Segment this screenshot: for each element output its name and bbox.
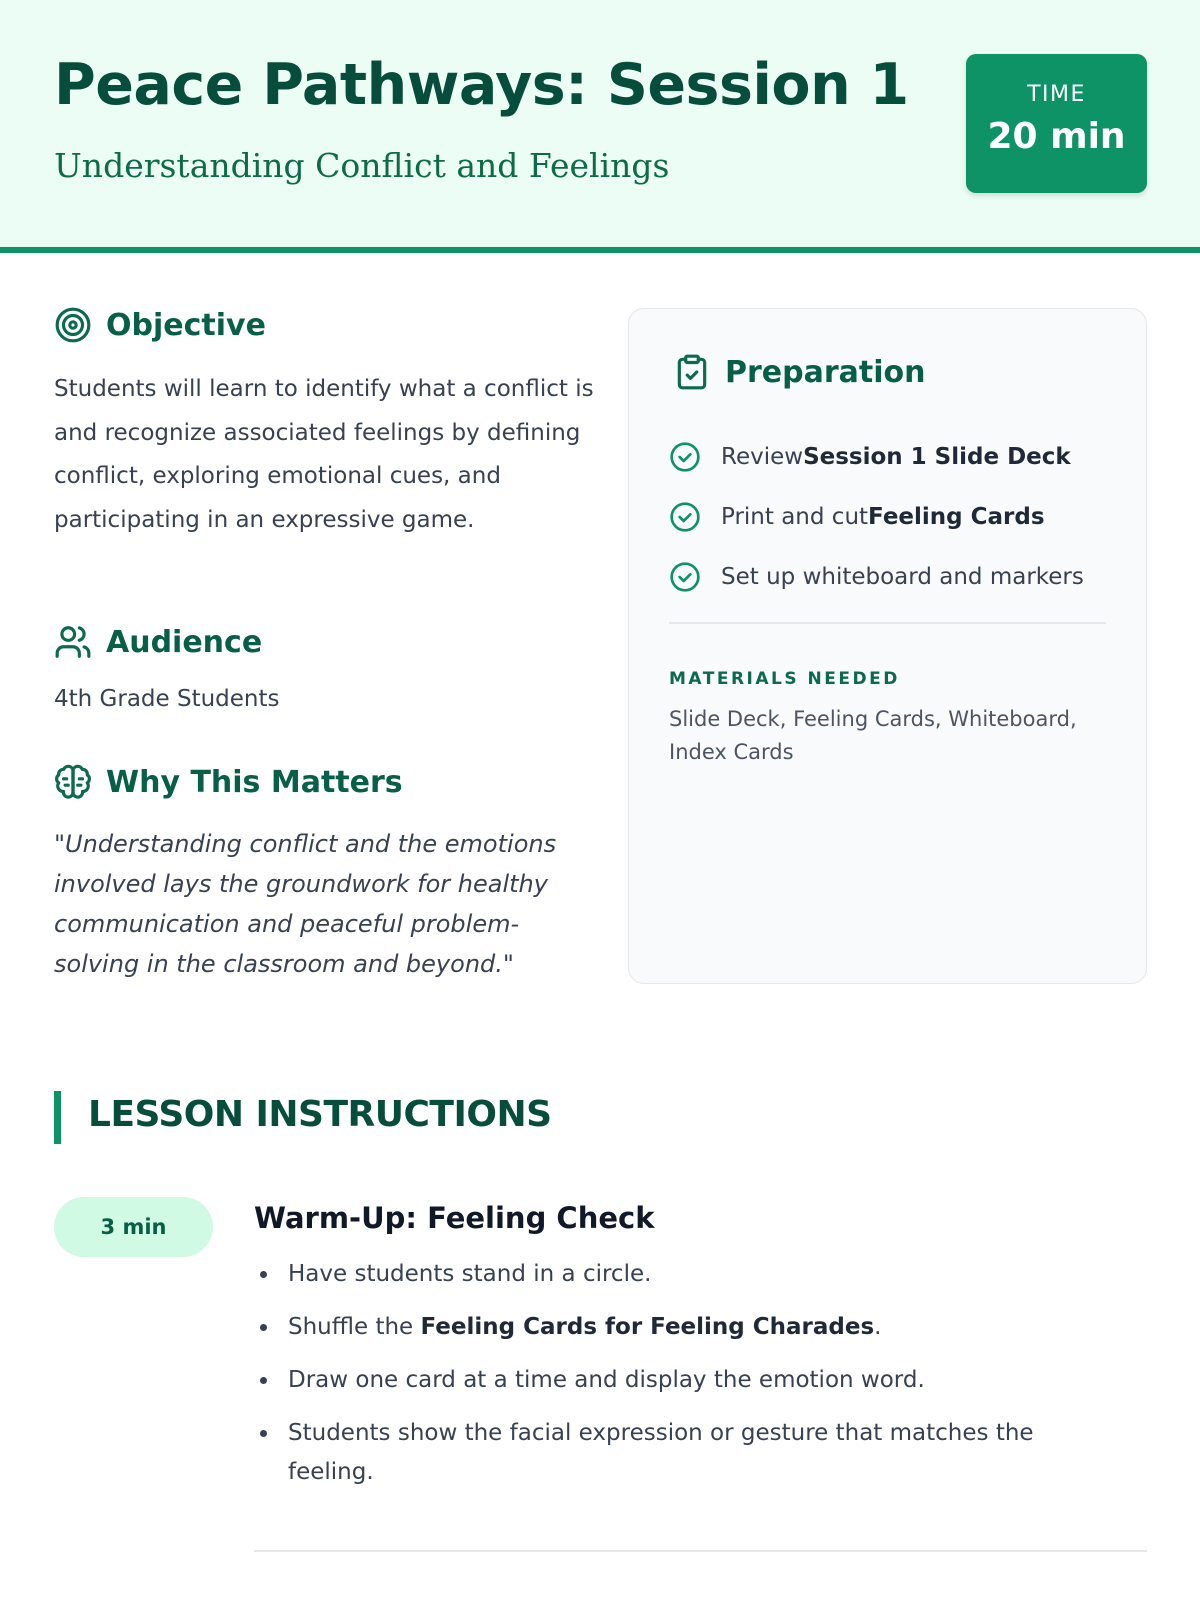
preparation-item-bold: Feeling Cards xyxy=(868,504,1045,530)
preparation-heading xyxy=(673,353,925,391)
step-bullet-bold: Feeling Cards for Feeling Charades xyxy=(420,1314,875,1340)
users-icon xyxy=(54,623,92,661)
page-title: Peace Pathways: Session 1 xyxy=(54,52,909,118)
step-bullet xyxy=(258,1255,1118,1294)
bullet-dot xyxy=(260,1271,267,1278)
time-label: TIME xyxy=(1027,82,1086,107)
page-header xyxy=(0,0,1200,253)
preparation-item-text: Print and cut xyxy=(721,504,869,530)
objective-text: Students will learn to identify what a conflict is and recognize associated feelings by defining conflict, exploring emotional cues, and participating in an expressive game. xyxy=(54,376,594,533)
why-heading-label: Why This Matters xyxy=(106,764,403,800)
step-duration-pill: 3 min xyxy=(54,1197,213,1257)
check-circle-icon xyxy=(669,561,701,593)
audience-heading-label: Audience xyxy=(106,624,263,660)
lesson-accent-bar xyxy=(54,1091,61,1144)
brain-icon xyxy=(54,763,92,801)
bullet-dot xyxy=(260,1324,267,1331)
why-heading xyxy=(54,763,403,801)
why-quote: "Understanding conflict and the emotions involved lays the groundwork for healthy communication and peaceful problem-solving in the classroom and beyond." xyxy=(54,830,557,978)
preparation-list xyxy=(669,427,1084,607)
preparation-divider xyxy=(669,622,1106,624)
step-title: Warm-Up: Feeling Check xyxy=(254,1201,655,1235)
step-bullet-list xyxy=(258,1255,1118,1506)
objective-heading-label: Objective xyxy=(106,307,266,343)
clipboard-check-icon xyxy=(673,353,711,391)
step-bullet-post: . xyxy=(874,1314,882,1340)
bullet-dot xyxy=(260,1430,267,1437)
preparation-item xyxy=(669,427,1084,487)
step-divider xyxy=(254,1550,1147,1552)
step-bullet xyxy=(258,1414,1118,1492)
objective-heading xyxy=(54,306,266,344)
time-value: 20 min xyxy=(987,116,1126,157)
preparation-item-text: Review xyxy=(721,444,804,470)
preparation-card xyxy=(628,308,1147,984)
step-bullet-text: Students show the facial expression or gesture that matches the feeling. xyxy=(288,1420,1034,1485)
time-badge xyxy=(966,54,1147,193)
step-bullet-text: Shuffle the xyxy=(288,1314,421,1340)
preparation-item xyxy=(669,547,1084,607)
bullet-dot xyxy=(260,1377,267,1384)
page-subtitle: Understanding Conflict and Feelings xyxy=(54,146,670,185)
step-bullet-text: Draw one card at a time and display the emotion word. xyxy=(288,1367,925,1393)
step-bullet xyxy=(258,1361,1118,1400)
check-circle-icon xyxy=(669,501,701,533)
lesson-heading: LESSON INSTRUCTIONS xyxy=(88,1094,552,1135)
target-icon xyxy=(54,306,92,344)
step-bullet-text: Have students stand in a circle. xyxy=(288,1261,652,1287)
preparation-heading-label: Preparation xyxy=(725,354,926,390)
preparation-item xyxy=(669,487,1084,547)
audience-text: 4th Grade Students xyxy=(54,686,280,712)
materials-text: Slide Deck, Feeling Cards, Whiteboard, Index Cards xyxy=(669,707,1077,764)
check-circle-icon xyxy=(669,441,701,473)
materials-label: MATERIALS NEEDED xyxy=(669,669,900,689)
preparation-item-bold: Session 1 Slide Deck xyxy=(803,444,1071,470)
preparation-item-text: Set up whiteboard and markers xyxy=(721,564,1084,590)
step-bullet xyxy=(258,1308,1118,1347)
audience-heading xyxy=(54,623,262,661)
